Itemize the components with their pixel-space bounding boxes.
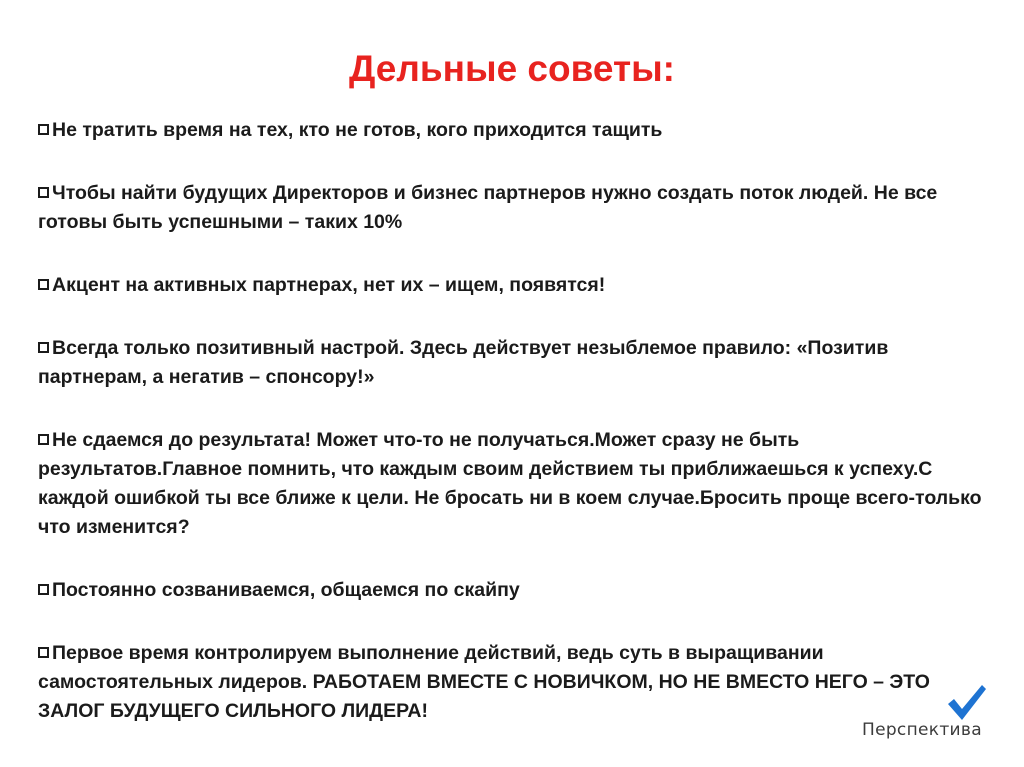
checkbox-bullet-icon bbox=[38, 584, 49, 595]
list-item-text: Всегда только позитивный настрой. Здесь действует незыблемое правило: «Позитив партнерам, а негатив – спонсору!» bbox=[38, 337, 889, 388]
list-item-text: Чтобы найти будущих Директоров и бизнес партнеров нужно создать поток людей. Не все готовы быть успешными – таких 10% bbox=[38, 182, 938, 233]
list-item bbox=[38, 334, 998, 392]
list-item-text: Не сдаемся до результата! Может что-то не получаться.Может сразу не быть результатов.Главное помнить, что каждым своим действием ты приближаешься к успеху.С каждой ошибкой ты все ближе к цели. Не бросать ни в коем случае.Бросить проще всего-только что изменится? bbox=[38, 429, 982, 538]
list-item bbox=[38, 179, 998, 237]
checkbox-bullet-icon bbox=[38, 434, 49, 445]
checkbox-bullet-icon bbox=[38, 342, 49, 353]
checkbox-bullet-icon bbox=[38, 187, 49, 198]
checkbox-bullet-icon bbox=[38, 279, 49, 290]
list-item-text: Акцент на активных партнерах, нет их – ищем, появятся! bbox=[52, 274, 606, 296]
checkmark-icon bbox=[944, 682, 988, 724]
list-item bbox=[38, 426, 998, 542]
list-item-text: Постоянно созваниваемся, общаемся по скайпу bbox=[52, 579, 520, 601]
list-item bbox=[38, 576, 998, 605]
page-title: Дельные советы: bbox=[348, 48, 675, 89]
list-item bbox=[38, 271, 998, 300]
logo bbox=[858, 682, 1008, 752]
checkbox-bullet-icon bbox=[38, 647, 49, 658]
checkbox-bullet-icon bbox=[38, 124, 49, 135]
list-item bbox=[38, 639, 998, 726]
logo-text: Перспектива bbox=[862, 720, 982, 740]
list-item-text: Первое время контролируем выполнение действий, ведь суть в выращивании самостоятельных лидеров. РАБОТАЕМ ВМЕСТЕ С НОВИЧКОМ, НО НЕ ВМЕСТО НЕГО – ЭТО ЗАЛОГ БУДУЩЕГО СИЛЬНОГО ЛИДЕРА! bbox=[38, 642, 930, 722]
list-item-text: Не тратить время на тех, кто не готов, кого приходится тащить bbox=[52, 119, 663, 141]
list-item bbox=[38, 116, 998, 145]
advice-list bbox=[38, 116, 998, 760]
